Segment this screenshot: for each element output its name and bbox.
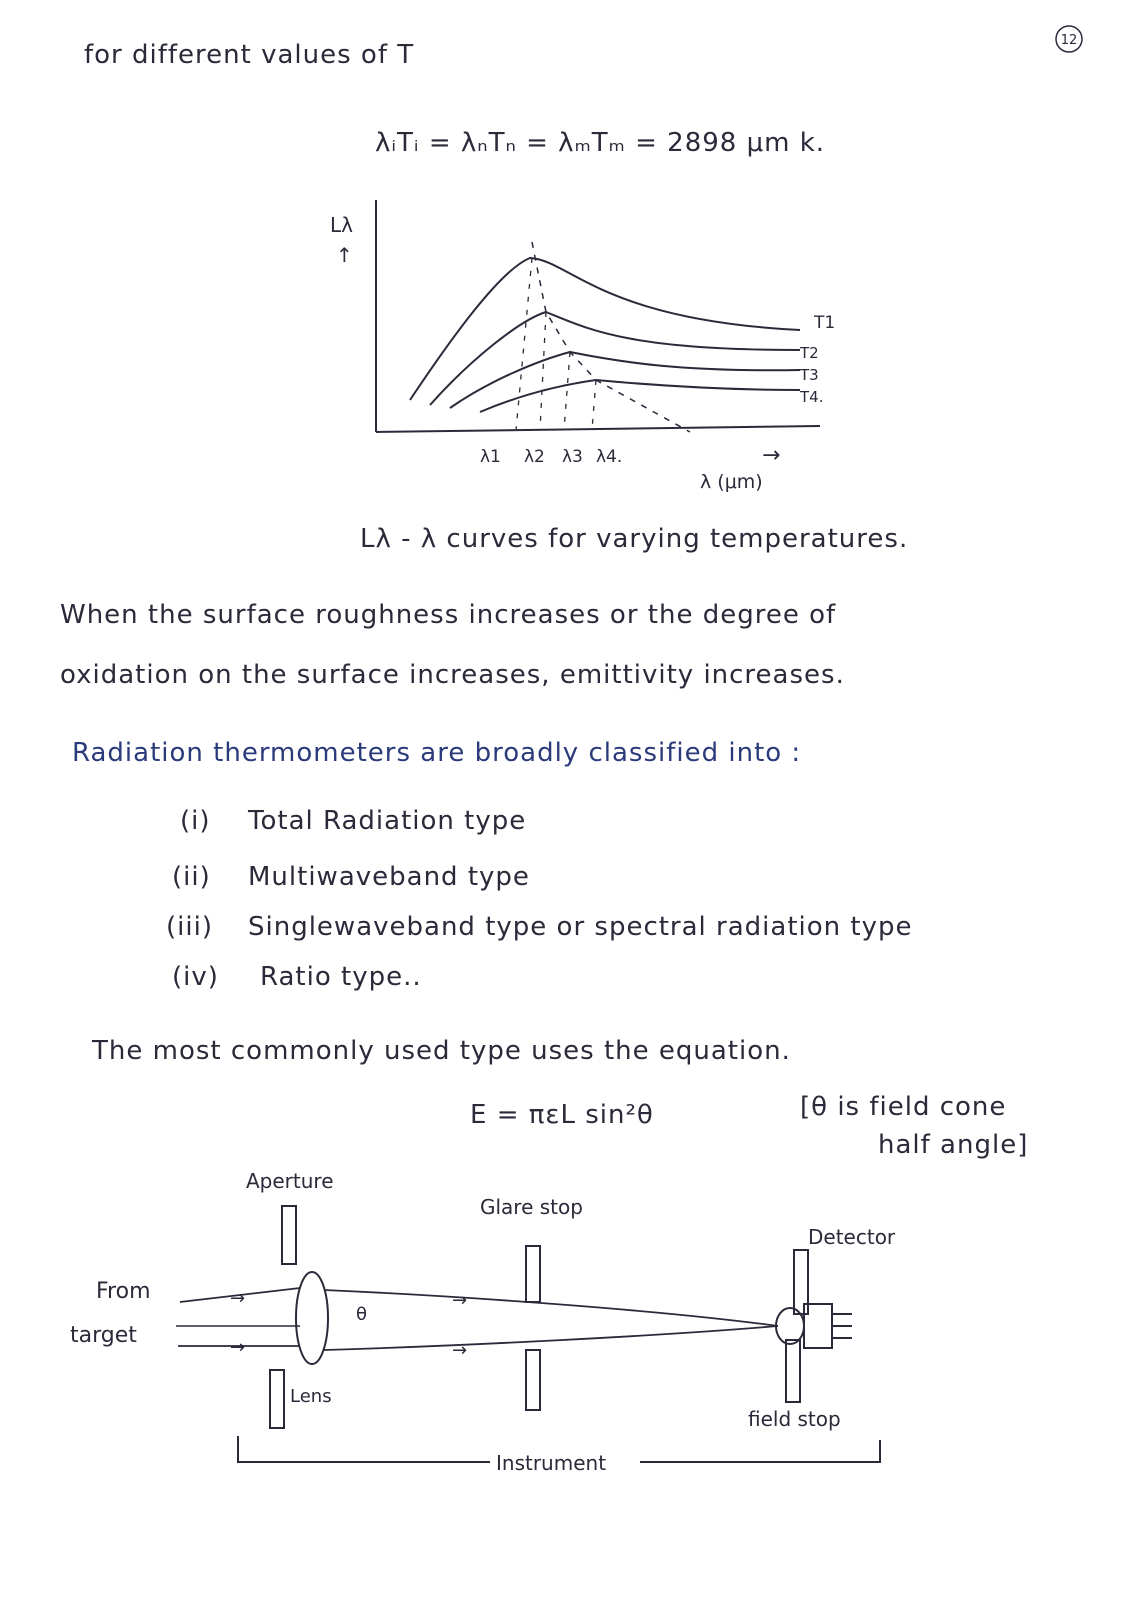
instrument-label: Instrument — [496, 1451, 607, 1475]
curve-t3 — [450, 352, 800, 408]
target-label: target — [70, 1323, 137, 1348]
classification-intro: Radiation thermometers are broadly classified into : — [72, 738, 802, 768]
wien-equation: λᵢTᵢ = λₙTₙ = λₘTₘ = 2898 μm k. — [375, 128, 826, 158]
ray-arrow-icon-3: → — [452, 1290, 468, 1311]
series-label-t4: T4. — [800, 388, 824, 406]
peak-line-1 — [516, 258, 532, 430]
glare-stop-top-plate — [526, 1246, 540, 1302]
peak-locus — [532, 242, 690, 432]
ray-arrow-icon: → — [230, 1288, 246, 1309]
type-label-3: Singlewaveband type or spectral radiation type — [248, 912, 913, 942]
theta-label: θ — [356, 1304, 368, 1325]
type-num-4: (iv) — [172, 962, 219, 992]
type-num-1: (i) — [180, 806, 211, 836]
note-line-1: [θ is field cone — [800, 1092, 1007, 1122]
aperture-label: Aperture — [246, 1169, 334, 1193]
curve-t1 — [410, 258, 800, 400]
page-number-circle — [1052, 22, 1086, 56]
peak-line-3 — [564, 352, 570, 430]
peak-label-2: λ2 — [524, 447, 545, 467]
type-label-2: Multiwaveband type — [248, 862, 530, 892]
lens-label: Lens — [290, 1386, 332, 1407]
aperture-bottom-plate — [270, 1370, 284, 1428]
series-label-t1: T1 — [814, 313, 836, 333]
peak-line-2 — [540, 312, 546, 430]
series-label-t3: T3 — [800, 366, 819, 384]
y-axis-label: Lλ — [330, 213, 353, 237]
detector-label: Detector — [808, 1225, 896, 1249]
page-number: 12 — [1060, 33, 1078, 48]
glare-stop-bottom-plate — [526, 1350, 540, 1410]
peak-line-4 — [592, 380, 596, 430]
x-axis — [376, 426, 820, 432]
radiance-chart — [300, 200, 860, 500]
glare-stop-label: Glare stop — [480, 1195, 583, 1219]
heading-line: for different values of T — [84, 40, 415, 70]
field-stop-label: field stop — [748, 1407, 841, 1431]
peak-label-4: λ4. — [596, 447, 623, 467]
type-num-3: (iii) — [166, 912, 213, 942]
peak-label-3: λ3 — [562, 447, 583, 467]
field-stop-plate — [786, 1340, 800, 1402]
paragraph-line-1: When the surface roughness increases or the degree of — [60, 600, 837, 630]
ray-arrow-icon-4: → — [452, 1340, 468, 1361]
ray-converging-bottom — [324, 1326, 778, 1350]
x-axis-arrow-icon: → — [762, 443, 781, 468]
y-axis-arrow-icon: ↑ — [336, 243, 353, 267]
series-label-t2: T2 — [800, 344, 819, 362]
ray-arrow-icon-2: → — [230, 1337, 246, 1358]
type-label-1: Total Radiation type — [248, 806, 527, 836]
curve-t4 — [480, 380, 800, 412]
note-line-2: half angle] — [878, 1130, 1029, 1160]
aperture-top-plate — [282, 1206, 296, 1264]
thermometer-diagram — [60, 1160, 1060, 1500]
paragraph-line-2: oxidation on the surface increases, emittivity increases. — [60, 660, 845, 690]
type-num-2: (ii) — [172, 862, 211, 892]
lens — [296, 1272, 328, 1364]
common-type-text: The most commonly used type uses the equation. — [92, 1036, 791, 1066]
from-label: From — [96, 1279, 151, 1304]
radiation-equation: E = πεL sin²θ — [470, 1100, 654, 1130]
ray-converging-top — [324, 1290, 778, 1326]
type-label-4: Ratio type.. — [260, 962, 422, 992]
detector-element — [776, 1308, 804, 1344]
peak-label-1: λ1 — [480, 447, 501, 467]
chart-caption: Lλ - λ curves for varying temperatures. — [360, 524, 909, 554]
x-axis-label: λ (μm) — [700, 471, 763, 493]
